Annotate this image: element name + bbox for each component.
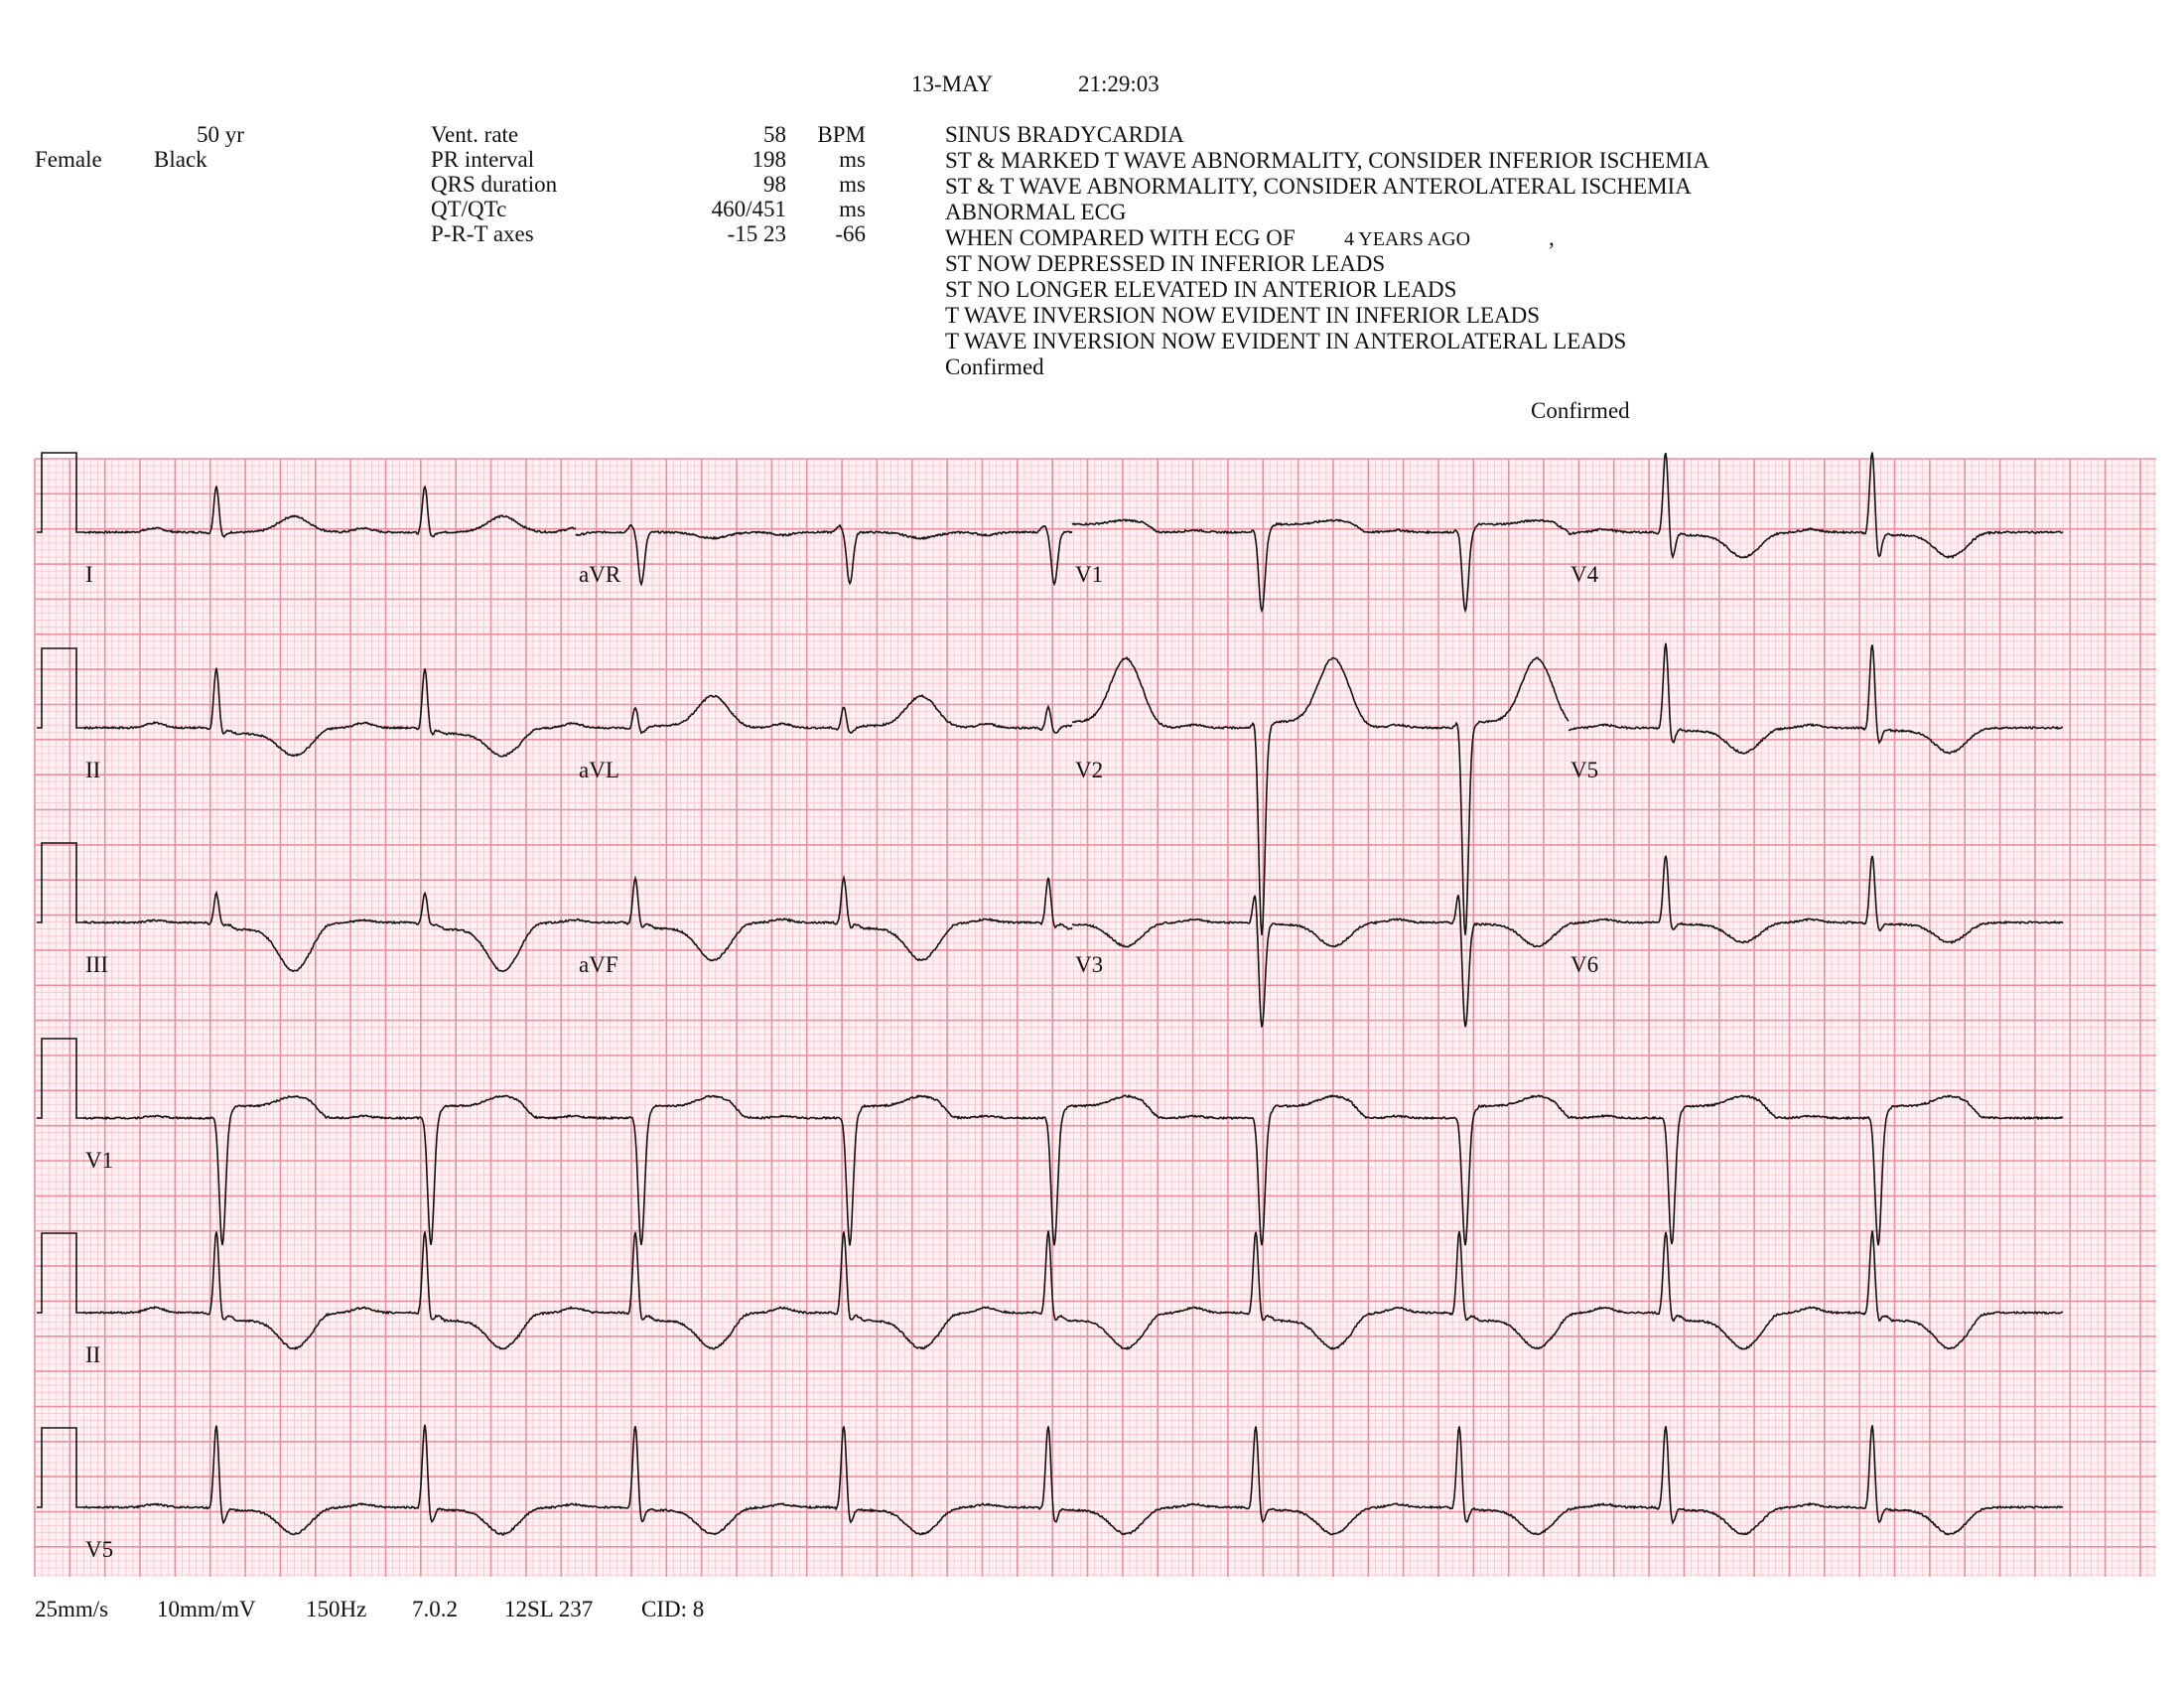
measurement-label: P-R-T axes [431, 221, 534, 246]
footer-program: 12SL 237 [504, 1597, 594, 1621]
measurement-label: QT/QTc [431, 197, 507, 221]
interpretation-line: T WAVE INVERSION NOW EVIDENT IN INFERIOR LEADS [945, 303, 1541, 328]
comparison-suffix: , [1549, 225, 1555, 250]
measurement-value: 198 [751, 147, 786, 172]
footer-version: 7.0.2 [412, 1597, 458, 1621]
measurement-value: 98 [763, 172, 786, 197]
interpretation-line: ST NOW DEPRESSED IN INFERIOR LEADS [945, 251, 1386, 276]
measurement-value: 460/451 [711, 197, 786, 221]
interpretation-line: T WAVE INVERSION NOW EVIDENT IN ANTEROLATERAL LEADS [945, 329, 1627, 353]
footer-cid: CID: 8 [641, 1597, 705, 1621]
report-date: 13-MAY [911, 71, 994, 96]
interpretation-line: ST NO LONGER ELEVATED IN ANTERIOR LEADS [945, 277, 1457, 302]
lead-label-v2: V2 [1075, 758, 1104, 782]
interpretation-line: ST & MARKED T WAVE ABNORMALITY, CONSIDER INFERIOR ISCHEMIA [945, 148, 1709, 173]
interpretation-line: Confirmed [945, 354, 1044, 379]
patient-age: 50 yr [197, 122, 244, 147]
measurement-unit: ms [839, 147, 866, 172]
report-time: 21:29:03 [1078, 71, 1160, 96]
patient-race: Black [154, 147, 207, 172]
interpretation-line: ABNORMAL ECG [945, 200, 1127, 224]
ecg-grid [35, 459, 2156, 1577]
footer-speed: 25mm/s [35, 1597, 109, 1621]
lead-label-v4: V4 [1570, 562, 1599, 587]
measurement-unit: -66 [835, 221, 866, 246]
footer-gain: 10mm/mV [157, 1597, 256, 1621]
lead-label-avr: aVR [579, 562, 621, 587]
lead-label-v1: V1 [1075, 562, 1104, 587]
measurement-unit: BPM [817, 122, 866, 147]
rhythm-label-ii: II [85, 1342, 101, 1367]
interpretation-line: WHEN COMPARED WITH ECG OF [945, 225, 1296, 250]
lead-label-avf: aVF [579, 952, 618, 977]
lead-label-i: I [85, 562, 93, 587]
comparison-time: 4 YEARS AGO [1344, 228, 1471, 250]
lead-label-v3: V3 [1075, 952, 1104, 977]
measurement-unit: ms [839, 172, 866, 197]
measurement-value: 58 [763, 122, 786, 147]
lead-label-v6: V6 [1570, 952, 1599, 977]
lead-label-avl: aVL [579, 758, 619, 782]
patient-sex: Female [35, 147, 102, 172]
confirmed-label: Confirmed [1531, 398, 1630, 423]
lead-label-v5: V5 [1570, 758, 1599, 782]
rhythm-label-v5: V5 [85, 1537, 114, 1562]
measurement-unit: ms [839, 197, 866, 221]
measurement-label: Vent. rate [431, 122, 519, 147]
measurement-value: -15 23 [727, 221, 786, 246]
footer-filter: 150Hz [306, 1597, 367, 1621]
lead-label-ii: II [85, 758, 101, 782]
interpretation-line: SINUS BRADYCARDIA [945, 122, 1184, 147]
measurement-label: QRS duration [431, 172, 558, 197]
measurement-label: PR interval [431, 147, 535, 172]
lead-label-iii: III [85, 952, 108, 977]
interpretation-line: ST & T WAVE ABNORMALITY, CONSIDER ANTEROLATERAL ISCHEMIA [945, 174, 1692, 199]
rhythm-label-v1: V1 [85, 1148, 114, 1173]
